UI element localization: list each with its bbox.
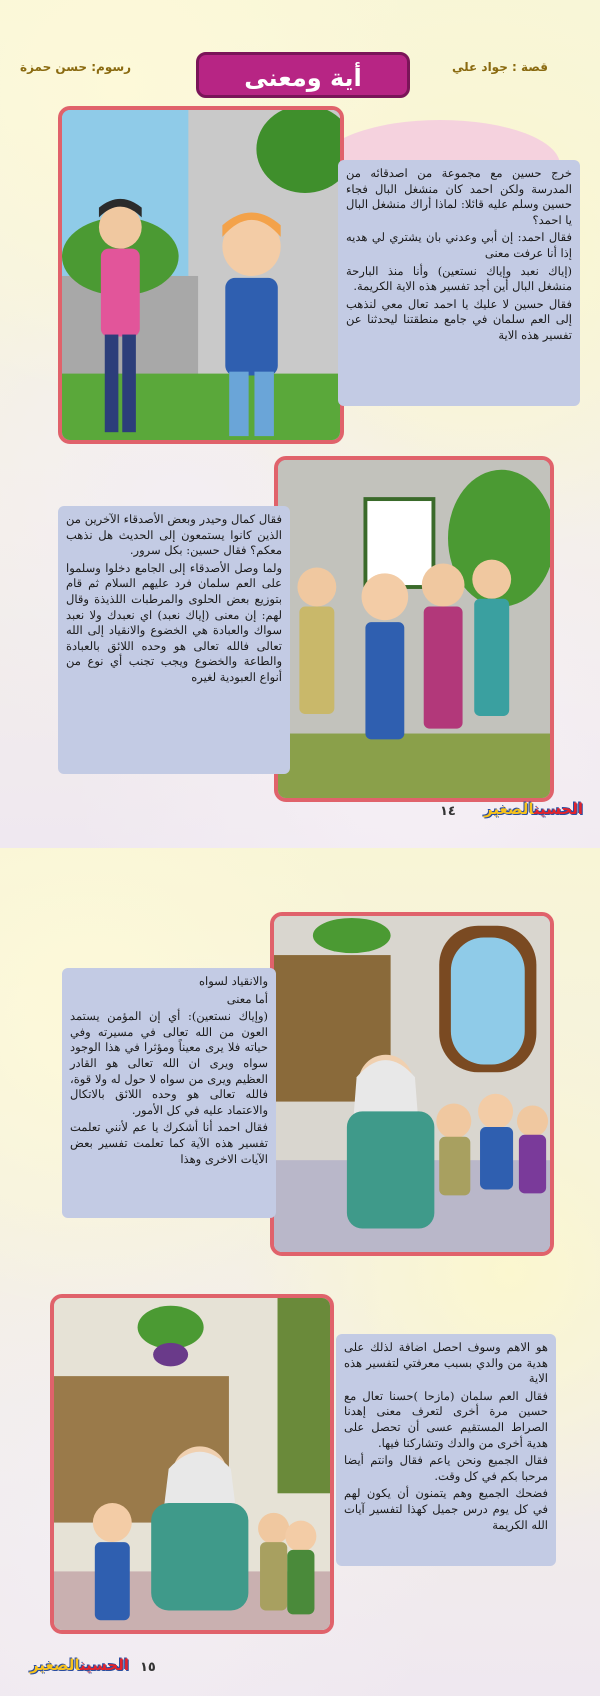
- narration-box-4: [336, 1334, 556, 1566]
- narration-line: فضحك الجميع وهم يتمنون أن يكون لهم في كل يوم درس جميل كهذا لتفسير آيات الله الكريمة: [344, 1486, 548, 1532]
- narration-box-2: [58, 506, 290, 774]
- page-number: ١٥: [140, 1660, 156, 1675]
- narration-line: فقال حسين لا عليك يا احمد تعال معي لنذهب إلى العم سلمان في جامع منطقتنا ليحدثنا عن تفسير هذه الاية: [346, 296, 572, 342]
- narration-line: فقال احمد أنا أشكرك يا عم لأنني تعلمت تفسير هذه الآية كما تعلمت تفسير بعض الآيات الاخرى وهذا: [70, 1120, 268, 1166]
- narration-line: ولما وصل الأصدقاء إلى الجامع دخلوا وسلموا على العم سلمان فرد عليهم السلام ثم قام بتوزيع بعض الحلوى والمرطبات اللذيذة وقال لهم: إن معنى (إياك نعبد) اي نعبدك ولا نعبد سواك والعبادة هي الخضوع والانقياد إلى الله تعالى فالله تعالى هو وحده اللائق بالعبادة والطاعة والخضوع ويجب تجنب أي نوع من أنواع العبودية لغيره: [66, 560, 282, 684]
- panel-1-illustration: [58, 106, 344, 444]
- narration-line: (إياك نعبد وإياك نستعين) وأنا منذ البارحة منشغل البال أين أجد تفسير هذه الاية الكريمة.: [346, 263, 572, 294]
- narration-line: أما معنى: [226, 991, 268, 1006]
- narration-line: فقال العم سلمان (مازحا )حسنا تعال مع حسين مرة أخرى لتعرف معنى إهدنا الصراط المستقيم عسى أن تحصل على هدية أخرى من والدك وتشاركنا فيها.: [344, 1388, 548, 1450]
- narration-box-3: [62, 968, 276, 1218]
- magazine-logo: [484, 800, 583, 818]
- panel-2-illustration: [274, 456, 554, 802]
- logo-text-main: الحسين: [79, 1656, 130, 1674]
- logo-text-accent: الصغير: [30, 1656, 80, 1674]
- panel-1-art: [62, 110, 340, 440]
- panel-4-art: [54, 1298, 330, 1630]
- comic-page-15: [0, 848, 600, 1696]
- narration-line: فقال كمال وحيدر وبعض الأصدقاء الآخرين من الذين كانوا يستمعون إلى الحديث هل نذهب معكم؟ فقال حسين: بكل سرور.: [66, 512, 282, 558]
- panel-3-illustration: [270, 912, 554, 1256]
- logo-text-accent: الصغير: [484, 800, 534, 818]
- narration-line: فقال الجميع ونحن ياعم فقال وانتم أيضا مرحبا بكم في كل وقت.: [344, 1453, 548, 1483]
- logo-text-main: الحسين: [533, 800, 584, 818]
- narration-line: (وإياك نستعين): أي إن المؤمن يستمد العون من الله تعالى في مسيرته وفي حياته فلا يرى معيناً ومؤثرا في هذا الوجود سواه ويرى ان الله تعالى هو القادر العظيم ويرى من سواه لا حول له ولا قوة، فالله تعالى هو وحده اللائق بالاتكال والاعتماد عليه في كل الأمور.: [70, 1009, 268, 1117]
- narration-box-1: [338, 160, 580, 406]
- art-credit: رسوم: حسن حمزة: [20, 60, 132, 74]
- narration-line: هو الاهم وسوف احصل اضافة لذلك على هدية من والدي بسبب معرفتي لتفسير هذه الاية: [344, 1340, 548, 1386]
- page-number: ١٤: [440, 804, 456, 819]
- panel-3-art: [274, 916, 550, 1252]
- panel-2-art: [278, 460, 550, 798]
- panel-4-illustration: [50, 1294, 334, 1634]
- magazine-logo: [30, 1656, 129, 1674]
- story-credit: قصة : جواد علي: [452, 60, 548, 74]
- narration-line: خرج حسين مع مجموعة من اصدقائه من المدرسة ولكن احمد كان منشغل البال فجاء حسين وسلم عليه قائلا: لماذا أراك منشغل البال يا احمد؟: [346, 166, 572, 227]
- narration-line: فقال احمد: إن أبي وعدني بان يشتري لي هديه إذا أنا عرفت معنى: [346, 230, 572, 260]
- story-title: أية ومعنى: [196, 52, 410, 98]
- narration-line: والانقياد لسواه: [199, 974, 268, 988]
